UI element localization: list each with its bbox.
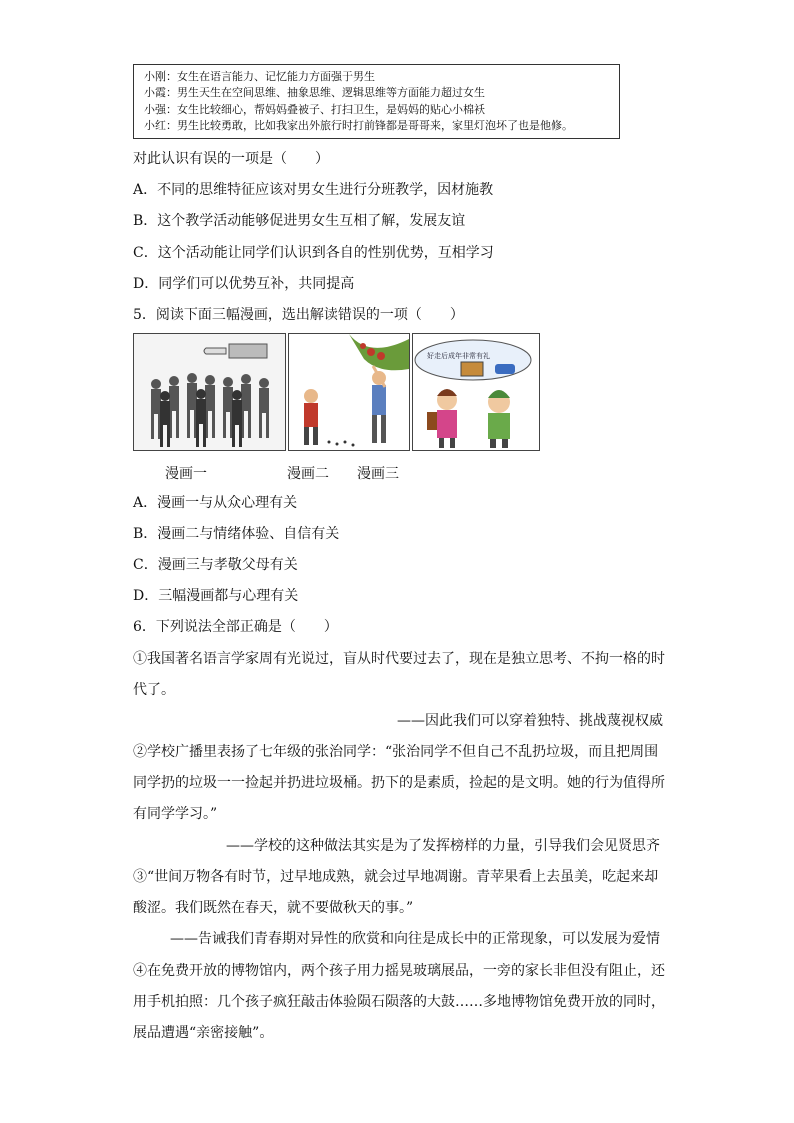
- option-a: A．不同的思维特征应该对男女生进行分班教学，因材施教: [133, 182, 494, 198]
- quote-line: 小红：男生比较勇敢，比如我家出外旅行时打前锋都是哥哥来，家里灯泡坏了也是他修。: [144, 119, 573, 133]
- statement-line: 有同学学习。”: [133, 806, 218, 822]
- statement-line: ③“世间万物各有时节，过早地成熟，就会过早地凋谢。青苹果看上去虽美，吃起来却: [133, 869, 659, 885]
- option-d: D．同学们可以优势互补，共同提高: [133, 276, 355, 292]
- question-stem: 5．阅读下面三幅漫画，选出解读错误的一项（ ）: [133, 307, 464, 323]
- quote-line: 小霞：男生天生在空间思维、抽象思维、逻辑思维等方面能力超过女生: [144, 86, 485, 100]
- statement-line: 代了。: [133, 682, 175, 698]
- option-b: B．这个教学活动能够促进男女生互相了解，发展友谊: [133, 213, 466, 229]
- statement-line: 酸涩。我们既然在春天，就不要做秋天的事。”: [133, 900, 414, 916]
- comic-caption: 漫画二: [287, 466, 329, 482]
- option-c: C．漫画三与孝敬父母有关: [133, 557, 298, 573]
- statement-line: ②学校广播里表扬了七年级的张治同学：“张治同学不但自己不乱扔垃圾，而且把周围: [133, 744, 659, 760]
- statement-line: 用手机拍照：几个孩子疯狂敲击体验陨石陨落的大鼓……多地博物馆免费开放的同时，: [133, 994, 665, 1010]
- comic-three-image: [412, 333, 540, 451]
- option-c: C．这个活动能让同学们认识到各自的性别优势，互相学习: [133, 245, 494, 261]
- comic-one-image: [133, 333, 286, 451]
- quote-line: 小刚：女生在语言能力、记忆能力方面强于男生: [144, 70, 375, 83]
- statement-comment: ——告诫我们青春期对异性的欣赏和向往是成长中的正常现象，可以发展为爱情: [170, 931, 660, 947]
- statement-comment: ——学校的这种做法其实是为了发挥榜样的力量，引导我们会见贤思齐: [226, 838, 660, 854]
- statement-line: 展品遭遇“亲密接触”。: [133, 1025, 274, 1041]
- statement-line: 同学扔的垃圾一一捡起并扔进垃圾桶。扔下的是素质，捡起的是文明。她的行为值得所: [133, 775, 665, 791]
- question-stem: 对此认识有误的一项是（ ）: [133, 151, 329, 167]
- comic-two-image: [288, 333, 410, 451]
- quote-line: 小强：女生比较细心，帮妈妈叠被子、打扫卫生，是妈妈的贴心小棉袄: [144, 102, 485, 116]
- question-stem: 6．下列说法全部正确是（ ）: [133, 619, 338, 635]
- option-d: D．三幅漫画都与心理有关: [133, 588, 299, 604]
- statement-comment: ——因此我们可以穿着独特、挑战蔑视权威: [397, 713, 663, 729]
- comic-caption: 漫画三: [357, 466, 399, 482]
- statement-line: ④在免费开放的博物馆内，两个孩子用力摇晃玻璃展品，一旁的家长非但没有阻止，还: [133, 963, 665, 979]
- comic-three-sign: 好走后成年非常有礼: [427, 352, 490, 360]
- quote-box: [133, 64, 620, 139]
- statement-line: ①我国著名语言学家周有光说过，盲从时代要过去了，现在是独立思考、不拘一格的时: [133, 651, 665, 667]
- comic-caption: 漫画一: [165, 466, 207, 482]
- option-a: A．漫画一与从众心理有关: [133, 495, 298, 511]
- option-b: B．漫画二与情绪体验、自信有关: [133, 526, 340, 542]
